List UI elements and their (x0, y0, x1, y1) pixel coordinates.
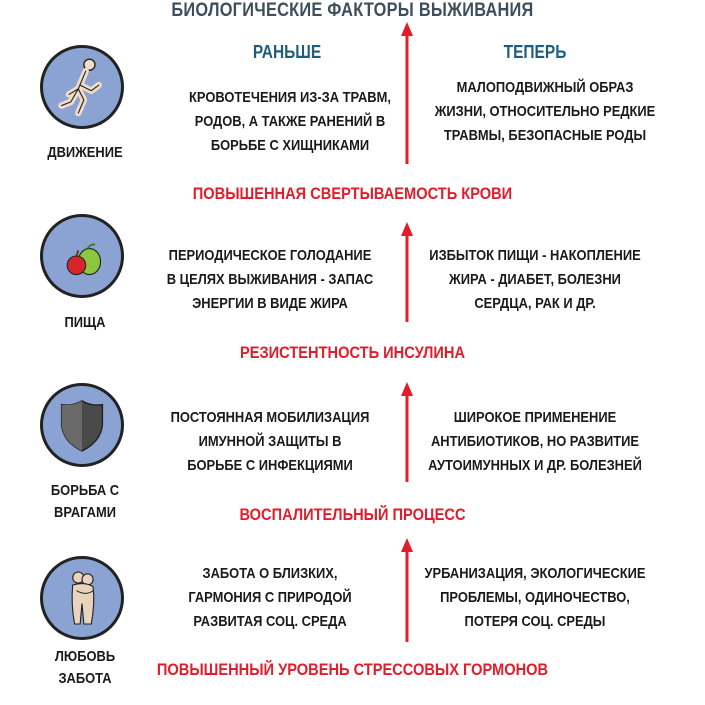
row-label-love: ЛЮБОВЬ ЗАБОТА (54, 648, 116, 687)
now-text-food: ИЗБЫТОК ПИЩИ - НАКОПЛЕНИЕ ЖИРА - ДИАБЕТ, БОЛЕЗНИ СЕРДЦА, РАК И ДР. (429, 247, 641, 312)
result-text-enemies: ВОСПАЛИТЕЛЬНЫЙ ПРОЦЕСС (239, 505, 466, 524)
result-text-love: ПОВЫШЕННЫЙ УРОВЕНЬ СТРЕССОВЫХ ГОРМОНОВ (156, 660, 549, 679)
up-arrow-icon (400, 222, 414, 322)
up-arrow-icon (400, 22, 414, 164)
up-arrow-icon (400, 382, 414, 482)
page-title: БИОЛОГИЧЕСКИЕ ФАКТОРЫ ВЫЖИВАНИЯ (171, 0, 534, 21)
before-text-food: ПЕРИОДИЧЕСКОЕ ГОЛОДАНИЕ В ЦЕЛЯХ ВЫЖИВАНИЯ - ЗАПАС ЭНЕРГИИ В ВИДЕ ЖИРА (166, 247, 374, 312)
now-text-enemies: ШИРОКОЕ ПРИМЕНЕНИЕ АНТИБИОТИКОВ, НО РАЗВИТИЕ АУТОИМУННЫХ И ДР. БОЛЕЗНЕЙ (428, 409, 642, 474)
before-text-enemies: ПОСТОЯННАЯ МОБИЛИЗАЦИЯ ИМУННОЙ ЗАЩИТЫ В БОРЬБЕ С ИНФЕКЦИЯМИ (170, 409, 370, 474)
result-text-food: РЕЗИСТЕНТНОСТЬ ИНСУЛИНА (239, 343, 465, 362)
before-text-movement: КРОВОТЕЧЕНИЯ ИЗ-ЗА ТРАВМ, РОДОВ, А ТАКЖЕ РАНЕНИЙ В БОРЬБЕ С ХИЩНИКАМИ (189, 89, 391, 154)
now-text-movement: МАЛОПОДВИЖНЫЙ ОБРАЗ ЖИЗНИ, ОТНОСИТЕЛЬНО РЕДКИЕ ТРАВМЫ, БЕЗОПАСНЫЕ РОДЫ (434, 79, 656, 144)
shield-icon (40, 383, 124, 467)
column-header-now: ТЕПЕРЬ (503, 42, 567, 62)
row-label-food: ПИЩА (64, 314, 106, 331)
fruit-icon (40, 214, 124, 298)
column-header-before: РАНЬШЕ (252, 42, 322, 62)
result-text-movement: ПОВЫШЕННАЯ СВЕРТЫВАЕМОСТЬ КРОВИ (192, 184, 513, 203)
now-text-love: УРБАНИЗАЦИЯ, ЭКОЛОГИЧЕСКИЕ ПРОБЛЕМЫ, ОДИНОЧЕСТВО, ПОТЕРЯ СОЦ. СРЕДЫ (424, 565, 646, 630)
hugging-couple-icon (40, 556, 124, 640)
row-label-movement: ДВИЖЕНИЕ (47, 144, 123, 161)
up-arrow-icon (400, 538, 414, 642)
running-person-icon (40, 45, 124, 129)
row-label-enemies: БОРЬБА С ВРАГАМИ (50, 482, 120, 521)
before-text-love: ЗАБОТА О БЛИЗКИХ, ГАРМОНИЯ С ПРИРОДОЙ РАЗВИТАЯ СОЦ. СРЕДА (188, 565, 352, 630)
